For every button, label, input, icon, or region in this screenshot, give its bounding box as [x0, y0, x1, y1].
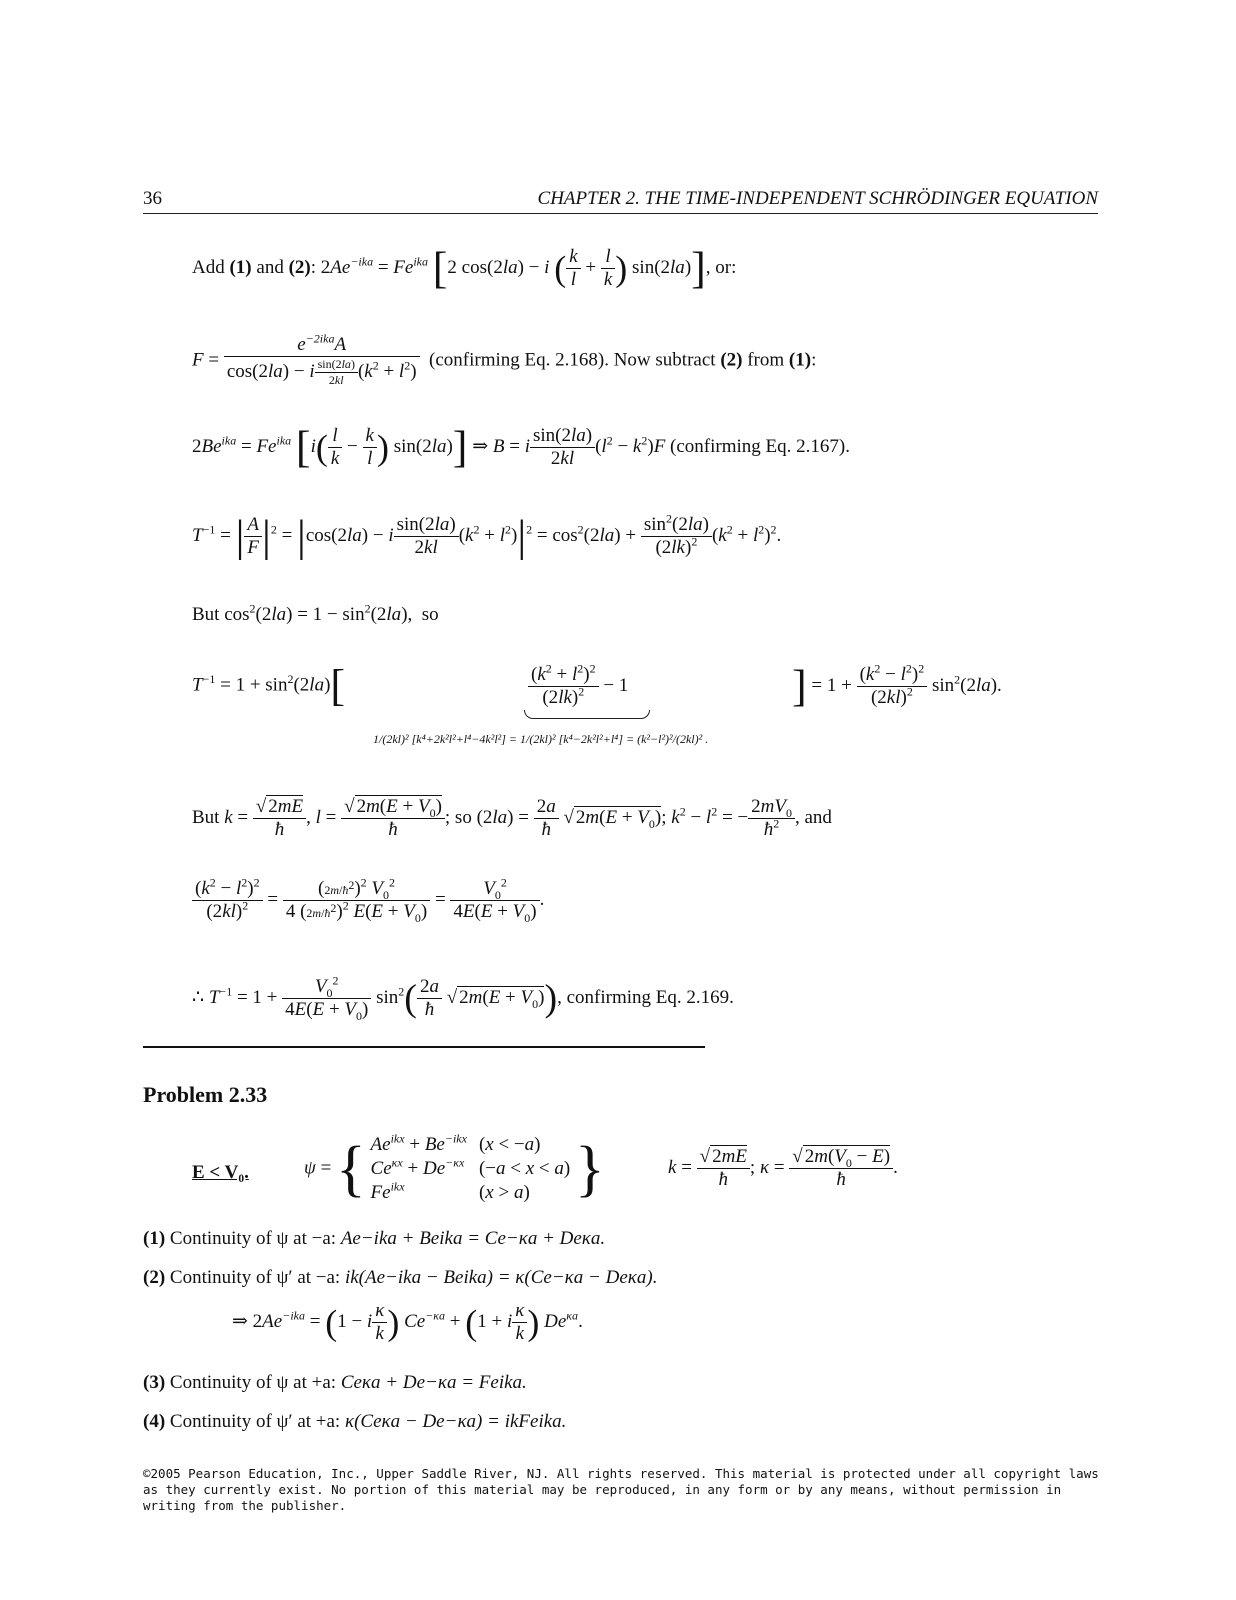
k-kappa-definition: k = $\frac{√ 2mE}{ħ}$ ; κ = $\frac{√ 2m(V_0 - E)}{ħ}$ .	[668, 1146, 898, 1190]
equation-cos-identity: But $\cos^2(2la) = 1 - \sin^2(2la)$, so	[192, 601, 439, 625]
wavefunction-definition: ψ = { $Ae^{ikx} + Be^{-ikx}$ (x < −a) $Ce^{\kappa x} + De^{-\kappa x}$ (−a < x < a) $Fe^{ikx}$ (x > a) }	[304, 1131, 605, 1203]
equation-B: $2Be^{ika} = Fe^{ika}$ [i( $\frac{l}{k}$ − $\frac{k}{l}$ ) sin(2la)] ⇒ B = i $\frac{\sin(2la)}{2kl}$ $(l^2 - k^2)F$ (confirming Eq. 2.167).	[192, 422, 850, 472]
header-rule	[143, 213, 1098, 214]
equation-k-l: But k = $\frac{√ 2mE}{ħ}$ , l = $\frac{√ 2m(E + V_0)}{ħ}$ ; so (2la) = $\frac{2a}{ħ}$ √ $2m(E + V_0)$; $k^2 - l^2$ = − $\frac{2mV_0}{ħ^2}$ , and	[192, 796, 832, 840]
condition-2: (2) Continuity of ψ′ at −a: ik(Ae−ika − Beika) = κ(Ce−κa − Deκa).	[143, 1267, 658, 1288]
condition-1: (1) Continuity of ψ at −a: Ae−ika + Beika = Ce−κa + Deκa.	[143, 1228, 606, 1249]
chapter-title: CHAPTER 2. THE TIME-INDEPENDENT SCHRÖDINGER EQUATION	[537, 188, 1098, 209]
case-label: E < V₀.	[192, 1162, 249, 1183]
underbrace	[524, 710, 650, 719]
equation-T-result: ] = 1 + $\frac{(k^2 - l^2)^2}{(2kl)^2}$ $\sin^2(2la)$.	[792, 661, 1002, 711]
equation-ratio: $\frac{(k^2 - l^2)^2}{(2kl)^2}$ = $\frac{(2m/ħ2)^2 V_0^2}{4 (2m/ħ2)^2 E(E + V_0)}$ = $\frac{V_0^2}{4E(E + V_0)}$ .	[192, 878, 544, 923]
equation-F: F = $e^{-2ika}A$ cos(2la) − i $\frac{\sin(2la)}{2kl}$ $(k^2 + l^2)$ (confirming Eq. 2.168). Now subtract (2) from (1):	[192, 331, 817, 387]
equation-conclusion: ∴ $T^{-1} = 1$ + $\frac{V_0^2}{4E(E + V_0)}$ $\sin^2$( $\frac{2a}{ħ}$ √ $2m(E + V_0)$), confirming Eq. 2.169.	[192, 973, 734, 1023]
condition-4: (4) Continuity of ψ′ at +a: κ(Ceκa − De−κa) = ikFeika.	[143, 1411, 567, 1432]
copyright-notice: ©2005 Pearson Education, Inc., Upper Saddle River, NJ. All rights reserved. This material is protected under all copyright laws as they currently exist. No portion of this material may be reproduced, in any form or by any means, without permission in writing from the publisher.	[143, 1466, 1099, 1513]
underbrace-note: 1/(2kl)² [k⁴+2k²l²+l⁴−4k²l²] = 1/(2kl)² [k⁴−2k²l²+l⁴] = (k²−l²)²/(2kl)² .	[373, 732, 709, 746]
page-number: 36	[143, 188, 162, 209]
equation-T-inverse: $T^{-1}$ = | $\frac{A}{F}$ $|^2 = |\cos(2la) - i$ $\frac{\sin(2la)}{2kl}$ $(k^2 + l^2)|^2 = \cos^2(2la)$ + $\frac{\sin^2(2la)}{(2lk)^2}$ $(k^2 + l^2)^2$.	[192, 511, 782, 561]
equation-add: Add (1) and (2): $2Ae^{-ika} = Fe^{ika}$ [2 cos(2la) − i ( $\frac{k}{l}$ + $\frac{l}{k}$ ) sin(2la)], or:	[192, 243, 737, 293]
section-separator	[143, 1046, 705, 1048]
condition-2-derived: ⇒ $2Ae^{-ika} = (1 - i$ $\frac{\kappa}{k}$ ) $Ce^{-\kappa a} + (1 + i$ $\frac{\kappa}{k}$ ) $De^{\kappa a}$.	[232, 1300, 583, 1344]
condition-3: (3) Continuity of ψ at +a: Ceκa + De−κa = Feika.	[143, 1372, 527, 1393]
equation-T-expanded: $T^{-1} = 1 + \sin^2(2la)$[	[192, 661, 346, 710]
underbrace-term: $\frac{(k^2 + l^2)^2}{(2lk)^2}$ − 1	[528, 664, 628, 709]
problem-title: Problem 2.33	[143, 1082, 268, 1107]
